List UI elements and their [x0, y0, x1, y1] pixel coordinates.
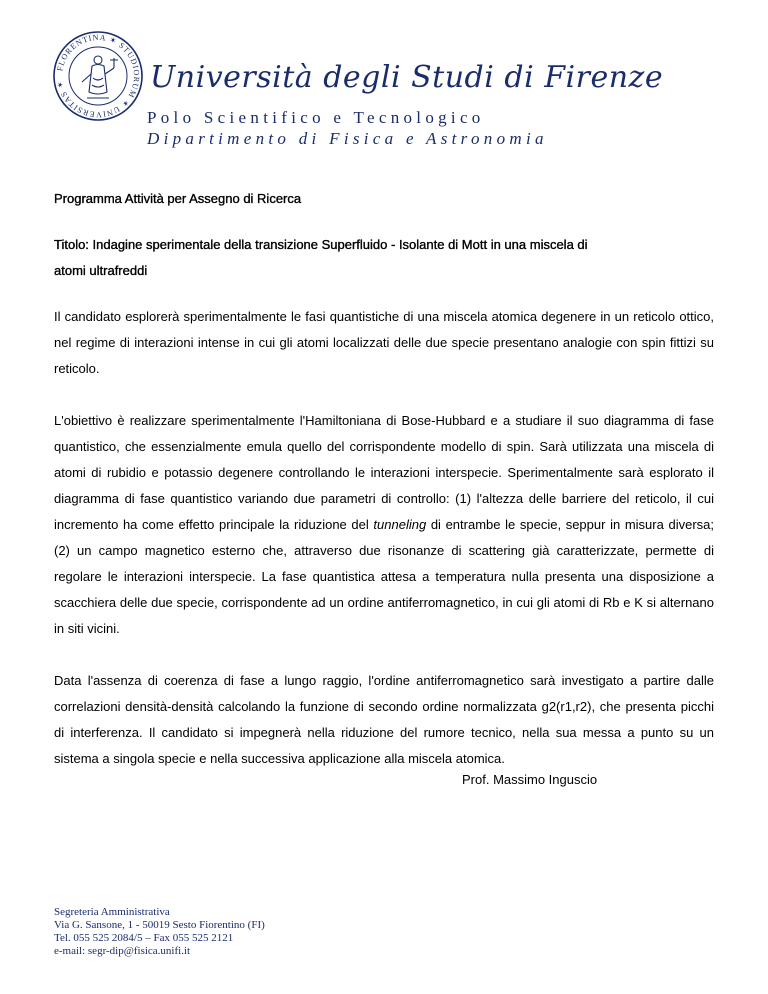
paragraph-objective-part-1: L'obiettivo è realizzare sperimentalmente l'Hamiltoniana di Bose-Hubbard e a studiare il suo diagramma di fase quantistico, che essenzialmente emula quello del corrispondente modello di spin. Sarà utilizzata una miscela di atomi di rubidio e potassio degenere controllando le interazioni interspecie. Sperimentalmente sarà esplorato il diagramma di fase quantistico variando due parametri di controllo: (1) l'altezza delle barriere del reticolo, il cui incremento ha come effetto principale la riduzione del: [54, 413, 714, 532]
signature: Prof. Massimo Inguscio: [462, 772, 598, 787]
svg-text:FLORENTINA ✶ STUDIORUM ✶ UNIVE: FLORENTINA ✶ STUDIORUM ✶ UNIVERSITAS ✶: [55, 32, 142, 120]
paragraph-objective-part-2: di entrambe le specie, seppur in misura diversa; (2) un campo magnetico esterno che, attraverso due risonanze di scattering già caratterizzate, permette di regolare le interazioni interspecie. La fase quantistica attesa a temperatura nulla presenta una disposizione a scacchiera delle due specie, corrispondente ad un ordine antiferromagnetico, in cui gli atomi di Rb e K si alternano in siti vicini.: [54, 517, 714, 636]
university-seal-logo: [52, 30, 144, 122]
polo-name: Polo Scientifico e Tecnologico: [147, 108, 485, 127]
footer-address: [54, 906, 265, 958]
paragraph-method: Data l'assenza di coerenza di fase a lungo raggio, l'ordine antiferromagnetico sarà investigato a partire dalle correlazioni densità-densità calcolando la funzione di secondo ordine normalizzata g2(r1,r2), che presenta picchi di interferenza. Il candidato si impegnerà nella riduzione del rumore tecnico, nella sua messa a punto su un sistema a singola specie e nella successiva applicazione alla miscela atomica.: [54, 673, 714, 766]
department-name: Dipartimento di Fisica e Astronomia: [147, 129, 548, 148]
document-heading: Programma Attività per Assegno di Ricerca: [54, 191, 302, 206]
footer-office: Segreteria Amministrativa: [54, 906, 170, 918]
footer-phone: Tel. 055 525 2084/5 – Fax 055 525 2121: [54, 932, 234, 944]
title-line-2: atomi ultrafreddi: [54, 263, 148, 278]
letterhead: [52, 30, 712, 160]
document-title: [54, 232, 714, 284]
paragraph-objective: [54, 408, 714, 642]
university-name: Università degli Studi di Firenze: [150, 60, 664, 95]
tunneling-term: tunneling: [373, 517, 427, 532]
footer-street: Via G. Sansone, 1 - 50019 Sesto Fiorentino (FI): [54, 919, 265, 931]
title-line-1: Titolo: Indagine sperimentale della transizione Superfluido - Isolante di Mott in una miscela di: [54, 237, 588, 252]
paragraph-intro: Il candidato esplorerà sperimentalmente le fasi quantistiche di una miscela atomica degenere in un reticolo ottico, nel regime di interazioni intense in cui gli atomi localizzati delle due specie presentano analogie con spin fittizi su reticolo.: [54, 309, 714, 376]
footer-email: e-mail: segr-dip@fisica.unifi.it: [54, 945, 191, 957]
document-body: [54, 186, 714, 772]
